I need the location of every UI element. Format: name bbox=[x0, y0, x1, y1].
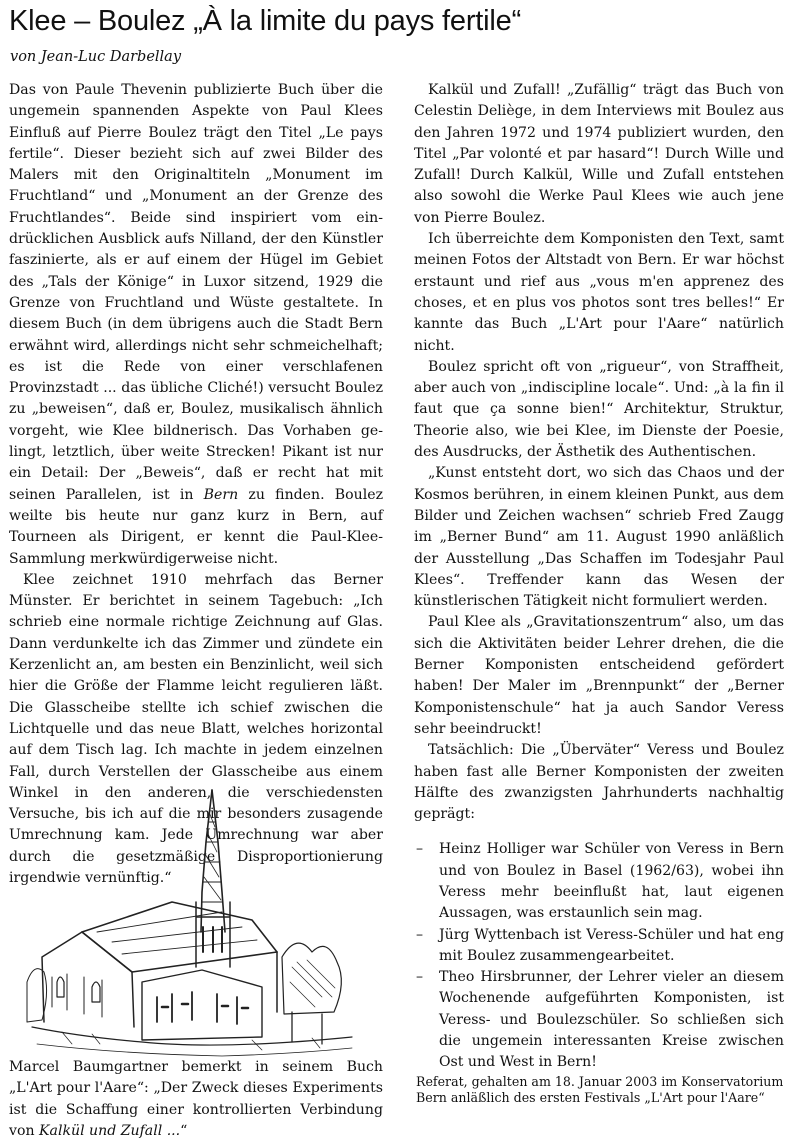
figure-caption: Marcel Baumgartner bemerkt in seinem Buch „L'Art pour l'Aare“: „Der Zweck dieses Experiments ist die Schaffung einer kontrollierten Verbindung von Kalkül und Zufall ...“ bbox=[9, 1059, 383, 1139]
paragraph-uebervaeter: Tatsächlich: Die „Überväter“ Veress und Boulez haben fast alle Berner Komponisten der zweiten Hälfte des zwanzigsten Jahrhunderts nachhaltig geprägt: bbox=[414, 742, 784, 823]
list-item: – Theo Hirsbrunner, der Lehrer vieler an diesem Wochenende aufgeführten Komponisten, ist Veress- und Boulezschüler. So schließen sich die ungemein interessanten Kreise zwischen Ost und West in Bern! bbox=[416, 969, 784, 1071]
left-column bbox=[9, 80, 383, 889]
right-column bbox=[414, 80, 784, 1106]
article-title: Klee – Boulez „À la limite du pays fertile“ bbox=[9, 5, 522, 37]
paragraph-kalkuel: Kalkül und Zufall! „Zufällig“ trägt das Buch von Celestin Deliège, in dem Interviews mit Boulez aus den Jahren 1972 und 1974 publiziert wurden, den Titel „Par volonté et par hasard“! Durch Wille und Zufall! Durch Kalkül, Wille und Zufall entstehen also sowohl die Werke Paul Klees wie auch jene von Pierre Boulez. bbox=[414, 82, 784, 226]
paragraph-gravitation: Paul Klee als „Gravitationszentrum“ also, um das sich die Aktivitäten beider Lehrer drehen, die die Berner Komponisten entscheidend gefördert haben! Der Maler im „Brennpunkt“ der „Berner Komponistenschule“ hat ja auch Sandor Veress sehr beeindruckt! bbox=[414, 614, 784, 737]
paragraph-boulez-reaction: Ich überreichte dem Komponisten den Text, samt meinen Fotos der Altstadt von Bern. Er war höchst erstaunt und rief aus „vous m'en apprenez des choses, et en plus vos photos sont tres belles!“ Er kannte das Buch „L'Art pour l'Aare“ natürlich nicht. bbox=[414, 231, 784, 354]
list-item: – Jürg Wyttenbach ist Veress-Schüler und hat eng mit Boulez zusammengearbeitet. bbox=[416, 926, 784, 964]
author-byline: von Jean-Luc Darbellay bbox=[10, 49, 182, 65]
paragraph-intro: Das von Paule Thevenin publizierte Buch über die ungemein spannenden Aspekte von Paul Klees Einfluß auf Pierre Boulez trägt den Titel „Le pays fertile“. Dieser bezieht sich auf zwei Bilder des Malers mit den Originaltiteln „Monument im Fruchtland“ und „Monument an der Grenze des Fruchtlandes“. Beide sind inspiriert vom eindrücklichen Ausblick aufs Nilland, der den Künstler faszinierte, als er auf einem der Hügel im Gebiet des „Tals der Könige“ in Luxor sitzend, 1929 die Grenze von Fruchtland und Wüste gestaltete. In diesem Buch (in dem übrigens auch die Stadt Bern erwähnt wird, allerdings nicht sehr schmeichelhaft; es ist die Rede von einer verschlafenen Provinzstadt ... das übliche Cliché!) versucht Boulez zu „beweisen“, daß er, Boulez, musikalisch ähnlich vorgeht, wie Klee bildnerisch. Das Vorhaben gelingt, letztlich, über weite Strecken! Pikant ist nur ein Detail: Der „Beweis“, daß er recht hat mit seinen Parallelen, ist in Bern zu finden. Boulez weilte bis heute nur ganz kurz in Bern, auf Tourneen als Dirigent, er kennt die Paul-Klee-Sammlung merkwürdigerweise nicht. bbox=[9, 82, 383, 567]
emphasis-bern: Bern bbox=[203, 486, 239, 503]
list-item: – Heinz Holliger war Schüler von Veress in Bern und von Boulez in Basel (1962/63), wobei ihn Veress mehr beeinflußt hat, laut eigenen Aussagen, was erstaunlich sein mag. bbox=[416, 841, 784, 922]
composer-list bbox=[414, 839, 784, 1073]
referat-note: Referat, gehalten am 18. Januar 2003 im Konservatorium Bern anläßlich des ersten Festivals „L'Art pour l'Aare“ bbox=[416, 1073, 784, 1105]
cathedral-sketch-icon bbox=[22, 782, 362, 1062]
paragraph-zaugg-quote: „Kunst entsteht dort, wo sich das Chaos und der Kosmos berühren, in einem kleinen Punkt, aus dem Bilder und Zeichen wachsen“ schrieb Fred Zaugg im „Berner Bund“ am 11. August 1990 anläßlich der Ausstellung „Das Schaffen im Todesjahr Paul Klees“. Treffender kann das Wesen der künstlerischen Tätigkeit nicht formuliert werden. bbox=[414, 465, 784, 610]
emphasis-kalkuel: Kalkül und Zufall ... bbox=[39, 1122, 181, 1139]
paragraph-rigueur: Boulez spricht oft von „rigueur“, von Straffheit, aber auch von „indiscipline locale“. Und: „à la fin il faut que ça sonne bien!“ Architektur, Struktur, Theorie also, wie bei Klee, im Dienste der Poesie, des Ausdrucks, der Ästhetik des Authentischen. bbox=[414, 358, 784, 461]
paragraph-klee-diary: Klee zeichnet 1910 mehrfach das Berner Münster. Er berichtet in seinem Tagebuch: „Ich schrieb eine normale richtige Zeichnung auf Glas. Dann verdunkelte ich das Zimmer und zündete ein Kerzenlicht an, am besten ein Benzinlicht, weil sich hier die Größe der Flamme leicht regulieren läßt. Die Glasscheibe stellte ich schief zwischen die Lichtquelle und das neue Blatt, welches horizontal auf dem Tisch lag. Ich machte in jedem einzelnen Fall, durch Verstellen der Glasscheibe aus einem Winkel in den anderen, die verschiedensten Versuche, bis ich auf die mir besonders zusagende Umrechnung kam. Jede Umrechnung war aber durch die gesetzmäßige Disproportionierung irgendwie vernünftig.“ bbox=[9, 571, 383, 886]
